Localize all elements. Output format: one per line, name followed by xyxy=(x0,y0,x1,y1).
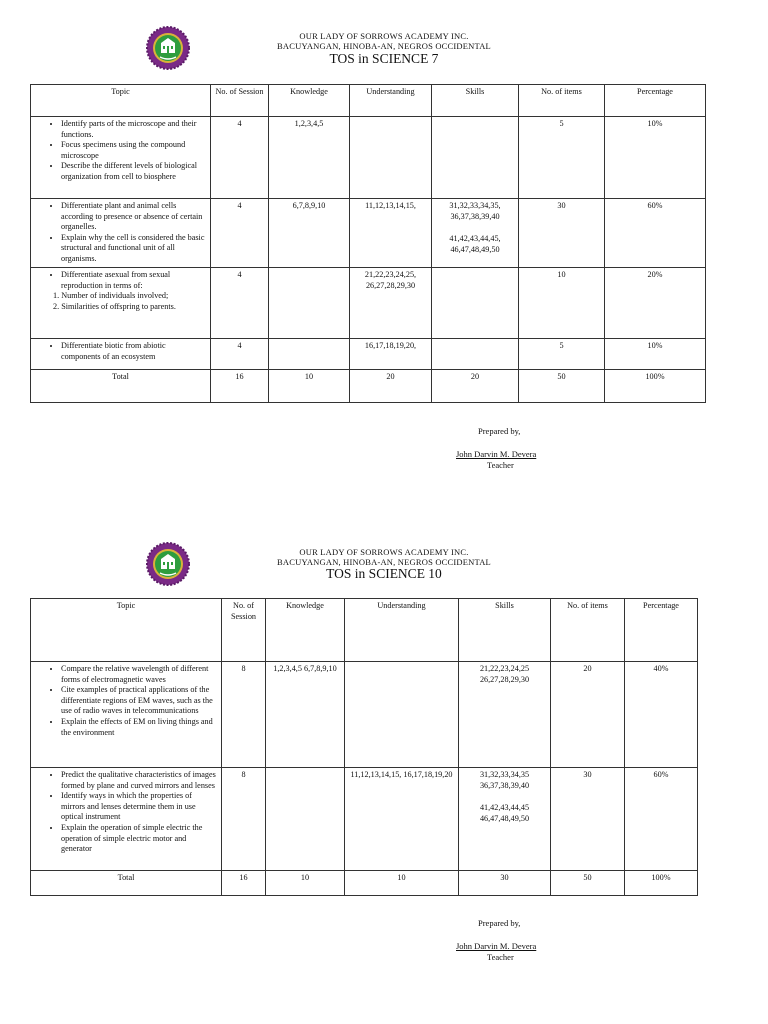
percentage-cell: 20% xyxy=(605,268,706,339)
column-header-percentage: Percentage xyxy=(625,599,698,662)
document-title: TOS in SCIENCE 10 xyxy=(326,566,442,581)
objective-item: • Differentiate asexual from sexual reproduction in terms of: xyxy=(61,270,206,291)
objective-item: • Predict the qualitative characteristics of images formed by plane and curved mirrors and lenses xyxy=(61,770,217,791)
column-header-knowledge: Knowledge xyxy=(266,599,345,662)
sessions-cell: 8 xyxy=(222,768,266,871)
objective-item: • Explain the operation of simple electric the operation of simple electric motor and generator xyxy=(61,823,217,855)
table-row xyxy=(31,199,706,268)
skills-cell xyxy=(432,339,519,370)
knowledge-cell xyxy=(266,768,345,871)
table-row xyxy=(31,662,698,768)
skills-item-group: 41,42,43,44,45 46,47,48,49,50 xyxy=(479,803,530,823)
topic-cell xyxy=(31,768,222,871)
items-cell: 30 xyxy=(519,199,605,268)
total-percentage: 100% xyxy=(625,871,698,896)
objective-item: • Explain the effects of EM on living things and the environment xyxy=(61,717,217,738)
total-skills: 20 xyxy=(432,370,519,403)
objective-item: • Differentiate plant and animal cells according to presence or absence of certain organelles. xyxy=(61,201,206,233)
column-header-understanding: Understanding xyxy=(350,85,432,117)
percentage-cell: 40% xyxy=(625,662,698,768)
items-cell: 30 xyxy=(551,768,625,871)
objective-item: • Compare the relative wavelength of different forms of electromagnetic waves xyxy=(61,664,217,685)
column-header-sessions: No. of Session xyxy=(211,85,269,117)
total-skills: 30 xyxy=(459,871,551,896)
skills-cell xyxy=(459,768,551,871)
objective-item: • Differentiate biotic from abiotic components of an ecosystem xyxy=(61,341,206,362)
skills-cell xyxy=(432,268,519,339)
table-row xyxy=(31,268,706,339)
teacher-role: Teacher xyxy=(487,460,514,470)
total-sessions: 16 xyxy=(222,871,266,896)
teacher-name: John Darvin M. Devera xyxy=(456,449,537,459)
teacher-name: John Darvin M. Devera xyxy=(456,941,537,951)
sessions-cell: 4 xyxy=(211,117,269,199)
tos-table xyxy=(30,598,698,896)
topic-cell xyxy=(31,268,211,339)
tos-table xyxy=(30,84,706,403)
column-header-sessions: No. of Session xyxy=(222,599,266,662)
objective-item: • Cite examples of practical applications of the differentiate regions of EM waves, such as the use of radio waves in telecommunications xyxy=(61,685,217,717)
skills-item-group: 31,32,33,34,35 36,37,38,39,40 xyxy=(479,770,530,790)
skills-item-group: 21,22,23,24,25 26,27,28,29,30 xyxy=(479,664,530,684)
topic-cell xyxy=(31,117,211,199)
objective-subpoint: 2. Similarities of offspring to parents. xyxy=(53,301,176,311)
percentage-cell: 10% xyxy=(605,339,706,370)
understanding-cell xyxy=(350,117,432,199)
total-knowledge: 10 xyxy=(269,370,350,403)
objective-item: • Identify ways in which the properties of mirrors and lenses determine them in use optical instrument xyxy=(61,791,217,823)
objective-item: • Explain why the cell is considered the basic structural and functional unit of all organisms. xyxy=(61,233,206,265)
knowledge-cell xyxy=(269,268,350,339)
sessions-cell: 4 xyxy=(211,339,269,370)
percentage-cell: 10% xyxy=(605,117,706,199)
objective-subpoint: 1. Number of individuals involved; xyxy=(53,291,169,301)
objective-item: • Describe the different levels of biological organization from cell to biosphere xyxy=(61,161,206,182)
sessions-cell: 8 xyxy=(222,662,266,768)
understanding-cell: 21,22,23,24,25, 26,27,28,29,30 xyxy=(350,268,432,339)
topic-cell xyxy=(31,199,211,268)
skills-cell xyxy=(459,662,551,768)
skills-item-group: 41,42,43,44,45, 46,47,48,49,50 xyxy=(449,234,501,254)
objective-item: • Identify parts of the microscope and their functions. xyxy=(61,119,206,140)
column-header-percentage: Percentage xyxy=(605,85,706,117)
total-understanding: 20 xyxy=(350,370,432,403)
table-header-row xyxy=(31,599,698,662)
understanding-cell: 11,12,13,14,15, 16,17,18,19,20 xyxy=(345,768,459,871)
total-items: 50 xyxy=(551,871,625,896)
knowledge-cell: 1,2,3,4,5 xyxy=(269,117,350,199)
column-header-skills: Skills xyxy=(459,599,551,662)
knowledge-cell: 6,7,8,9,10 xyxy=(269,199,350,268)
knowledge-cell: 1,2,3,4,5 6,7,8,9,10 xyxy=(266,662,345,768)
column-header-knowledge: Knowledge xyxy=(269,85,350,117)
school-name: OUR LADY OF SORROWS ACADEMY INC. xyxy=(299,547,469,557)
topic-cell xyxy=(31,339,211,370)
column-header-skills: Skills xyxy=(432,85,519,117)
percentage-cell: 60% xyxy=(605,199,706,268)
sessions-cell: 4 xyxy=(211,268,269,339)
understanding-cell xyxy=(345,662,459,768)
total-understanding: 10 xyxy=(345,871,459,896)
school-address: BACUYANGAN, HINOBA-AN, NEGROS OCCIDENTAL xyxy=(277,557,491,567)
document-title: TOS in SCIENCE 7 xyxy=(329,51,439,66)
items-cell: 20 xyxy=(551,662,625,768)
column-header-topic: Topic xyxy=(31,599,222,662)
column-header-understanding: Understanding xyxy=(345,599,459,662)
items-cell: 5 xyxy=(519,117,605,199)
teacher-role: Teacher xyxy=(487,952,514,962)
knowledge-cell xyxy=(269,339,350,370)
skills-item-group: 31,32,33,34,35, 36,37,38,39,40 xyxy=(449,201,501,221)
skills-cell xyxy=(432,117,519,199)
column-header-items: No. of items xyxy=(519,85,605,117)
total-label: Total xyxy=(31,370,211,403)
school-address: BACUYANGAN, HINOBA-AN, NEGROS OCCIDENTAL xyxy=(277,41,491,51)
items-cell: 10 xyxy=(519,268,605,339)
percentage-cell: 60% xyxy=(625,768,698,871)
total-label: Total xyxy=(31,871,222,896)
table-row xyxy=(31,117,706,199)
total-row xyxy=(31,871,698,896)
objective-item: • Focus specimens using the compound microscope xyxy=(61,140,206,161)
total-items: 50 xyxy=(519,370,605,403)
table-header-row xyxy=(31,85,706,117)
sessions-cell: 4 xyxy=(211,199,269,268)
prepared-by-label: Prepared by, xyxy=(478,426,521,436)
items-cell: 5 xyxy=(519,339,605,370)
total-row xyxy=(31,370,706,403)
prepared-by-label: Prepared by, xyxy=(478,918,521,928)
understanding-cell: 11,12,13,14,15, xyxy=(350,199,432,268)
column-header-topic: Topic xyxy=(31,85,211,117)
total-percentage: 100% xyxy=(605,370,706,403)
topic-cell xyxy=(31,662,222,768)
total-knowledge: 10 xyxy=(266,871,345,896)
understanding-cell: 16,17,18,19,20, xyxy=(350,339,432,370)
school-name: OUR LADY OF SORROWS ACADEMY INC. xyxy=(299,31,469,41)
skills-cell xyxy=(432,199,519,268)
table-row xyxy=(31,768,698,871)
column-header-items: No. of items xyxy=(551,599,625,662)
table-row xyxy=(31,339,706,370)
total-sessions: 16 xyxy=(211,370,269,403)
